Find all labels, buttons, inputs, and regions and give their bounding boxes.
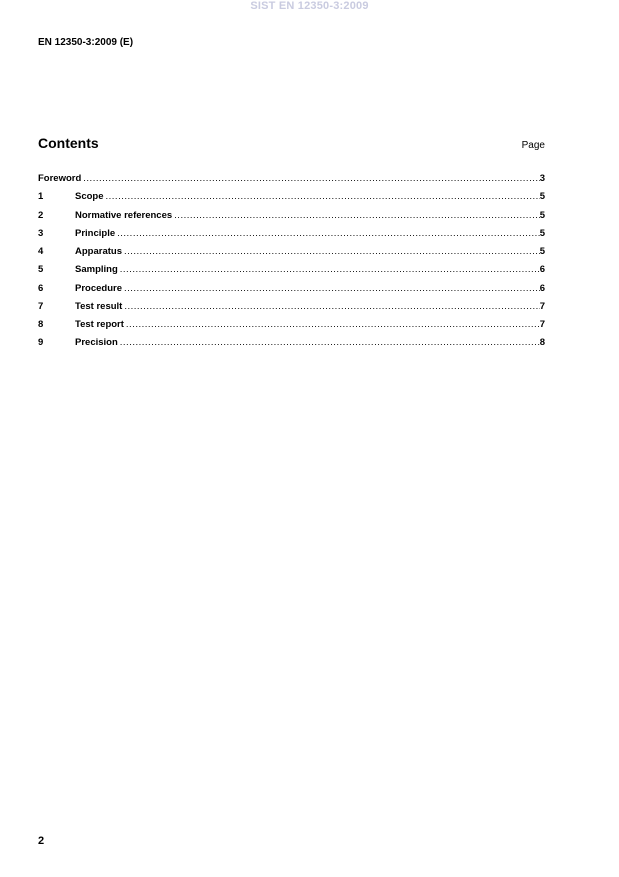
toc-entry-number: 4 — [38, 246, 44, 257]
toc-entry-title: Test report — [75, 319, 124, 330]
toc-entry-number: 6 — [38, 282, 44, 294]
toc-dot-leader — [124, 246, 540, 257]
toc-entry-number: 2 — [38, 209, 44, 221]
page-column-label: Page — [521, 140, 545, 151]
toc-dot-leader — [124, 283, 540, 294]
toc-entry-number: 5 — [38, 264, 44, 276]
toc-entry-normative-references[interactable] — [38, 210, 545, 228]
toc-entry-title: Apparatus — [75, 246, 122, 257]
toc-entry-number: 1 — [38, 191, 44, 203]
toc-entry-title: Scope — [75, 191, 104, 203]
toc-dot-leader — [124, 301, 539, 312]
toc-entry-page: 8 — [539, 337, 545, 349]
toc-entry-procedure[interactable] — [38, 283, 545, 301]
toc-entry-precision[interactable] — [38, 337, 545, 355]
toc-entry-page: 5 — [539, 227, 545, 239]
toc-dot-leader — [126, 319, 540, 330]
toc-entry-page: 5 — [539, 246, 545, 257]
toc-entry-page: 6 — [539, 282, 545, 294]
contents-heading: Contents — [38, 135, 99, 151]
toc-entry-page: 5 — [539, 191, 545, 203]
toc-entry-test-report[interactable] — [38, 319, 545, 337]
toc-entry-page: 7 — [539, 319, 545, 330]
toc-entry-title: Foreword — [38, 173, 82, 184]
toc-entry-scope[interactable] — [38, 191, 545, 209]
toc-entry-sampling[interactable] — [38, 264, 545, 282]
toc-dot-leader — [120, 264, 540, 275]
toc-entry-page: 7 — [539, 300, 545, 312]
toc-entry-principle[interactable] — [38, 228, 545, 246]
toc-entry-title: Precision — [75, 337, 118, 349]
toc-entry-title: Principle — [75, 227, 116, 239]
toc-dot-leader — [120, 337, 540, 348]
toc-entry-number: 9 — [38, 337, 44, 349]
toc-entry-apparatus[interactable] — [38, 246, 545, 264]
toc-entry-title: Test result — [75, 300, 123, 312]
toc-entry-test-result[interactable] — [38, 301, 545, 319]
toc-dot-leader — [174, 210, 540, 221]
toc-entry-title: Normative references — [75, 209, 173, 221]
table-of-contents — [38, 173, 545, 356]
toc-entry-page: 5 — [539, 209, 545, 221]
toc-entry-foreword[interactable] — [38, 173, 545, 191]
toc-entry-number: 8 — [38, 319, 44, 330]
toc-entry-number: 7 — [38, 300, 44, 312]
toc-entry-title: Sampling — [75, 264, 118, 276]
toc-dot-leader — [106, 191, 540, 202]
toc-dot-leader — [117, 228, 540, 239]
toc-entry-page: 3 — [539, 173, 545, 184]
toc-entry-title: Procedure — [75, 282, 122, 294]
page-number: 2 — [38, 835, 45, 847]
document-id: EN 12350-3:2009 (E) — [38, 37, 134, 48]
toc-dot-leader — [83, 173, 539, 184]
toc-entry-number: 3 — [38, 227, 44, 239]
toc-entry-page: 6 — [539, 264, 545, 276]
watermark: SIST EN 12350-3:2009 — [250, 0, 369, 12]
